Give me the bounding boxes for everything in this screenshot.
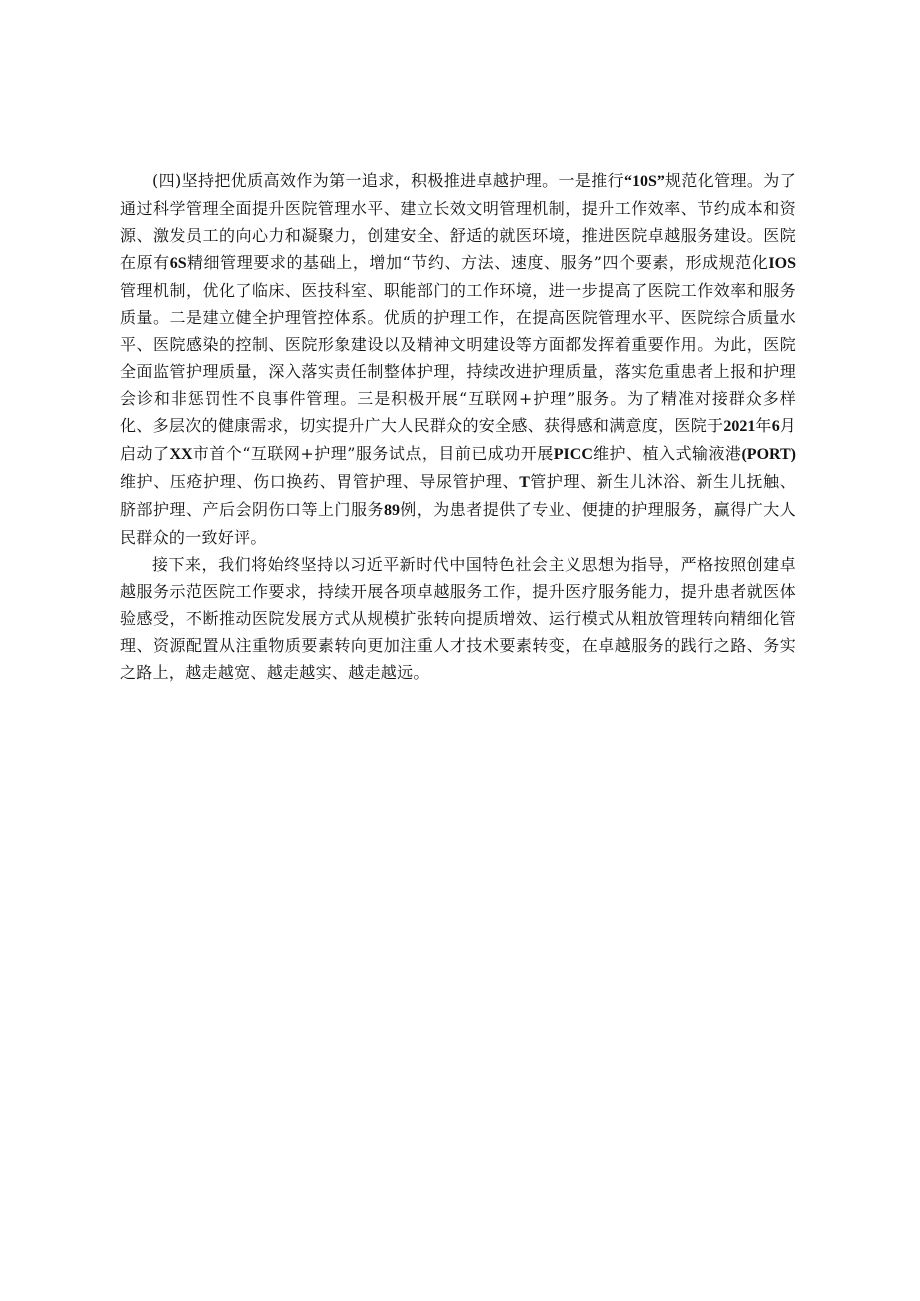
document-body <box>120 167 796 686</box>
text-run: 例，为患者提供了专业、便捷的护理服务，赢得广大人民群众的一致好评。 <box>120 500 796 547</box>
bold-text-run: 6S <box>169 255 187 272</box>
bold-text-run: T <box>519 474 530 491</box>
text-run: (四)坚持把优质高效作为第一追求，积极推进卓越护理。一是推行 <box>152 171 625 190</box>
bold-text-run: 89 <box>384 502 400 519</box>
text-run: 年 <box>755 416 772 435</box>
bold-text-run: (PORT) <box>741 446 797 463</box>
bold-text-run: “10S” <box>624 173 665 190</box>
bold-text-run: PICC <box>553 446 593 463</box>
bold-text-run: 6 <box>771 418 780 435</box>
text-run: 维护、植入式输液港 <box>592 444 742 463</box>
bold-text-run: IOS <box>768 255 796 272</box>
paragraph-nursing-excellence <box>120 167 796 551</box>
text-run: 管理机制，优化了临床、医技科室、职能部门的工作环境，进一步提高了医院工作效率和服务质量。二是建立健全护理管控体系。优质的护理工作，在提高医院管理水平、医院综合质量水平、医院感染的控制、医院形象建设以及精神文明建设等方面都发挥着重要作用。为此，医院全面监管护理质量，深入落实责任制整体护理，持续改进护理质量，落实危重患者上报和护理会诊和非惩罚性不良事件管理。三是积极开展“互联网+护理”服务。为了精准对接群众多样化、多层次的健康需求，切实提升广大人民群众的安全感、获得感和满意度，医院于 <box>120 281 796 435</box>
bold-text-run: 2021 <box>723 418 756 435</box>
text-run: 管护理、新生儿沐浴、新生儿抚触、脐部护理、产后会阴伤口等上门服务 <box>120 472 797 519</box>
text-run: 精细管理要求的基础上，增加“节约、方法、速度、服务”四个要素，形成规范化 <box>186 253 769 272</box>
text-run: 月启动了 <box>120 416 796 463</box>
bold-text-run: XX <box>169 446 193 463</box>
text-run: 市首个“互联网+护理”服务试点，目前已成功开展 <box>192 444 554 463</box>
paragraph-conclusion: 接下来，我们将始终坚持以习近平新时代中国特色社会主义思想为指导，严格按照创建卓越服务示范医院工作要求，持续开展各项卓越服务工作，提升医疗服务能力，提升患者就医体验感受，不断推动医院发展方式从规模扩张转向提质增效、运行模式从粗放管理转向精细化管理、资源配置从注重物质要素转向更加注重人才技术要素转变，在卓越服务的践行之路、务实之路上，越走越宽、越走越实、越走越远。 <box>120 555 796 682</box>
text-run: 规范化管理。为了通过科学管理全面提升医院管理水平、建立长效文明管理机制，提升工作效率、节约成本和资源、激发员工的向心力和凝聚力，创建安全、舒适的就医环境，推进医院卓越服务建设。医院在原有 <box>120 171 796 272</box>
text-run: 维护、压疮护理、伤口换药、胃管护理、导尿管护理、 <box>120 472 520 491</box>
